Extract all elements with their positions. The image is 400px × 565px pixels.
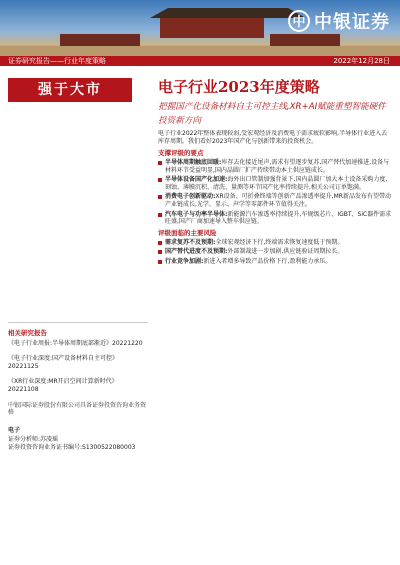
analyst-name: 证券分析师:苏凌瑶: [8, 436, 59, 444]
rating-badge: 强于大市: [8, 78, 132, 102]
bullet-item: [158, 211, 392, 226]
bullet-square-icon: [158, 195, 162, 199]
report-type: 证券研究报告——行业年度策略: [8, 57, 106, 65]
side-hall-right-graphic: [270, 34, 340, 46]
bullet-square-icon: [158, 178, 162, 182]
bullet-square-icon: [158, 213, 162, 217]
sidebar: [8, 330, 148, 452]
bullet-text: 海外出口管制加强背景下,国内晶圆厂加大本土设备采购力度,刻蚀、薄膜沉积、清洗、量测等环节国产化率持续提升,相关公司订单饱满。: [165, 176, 388, 191]
bullet-text: 新能源汽车渗透率持续提升,车规级芯片、IGBT、SiC器件需求旺盛,国产厂商加速导入整车供应链。: [165, 210, 392, 226]
risk-item: [158, 239, 392, 247]
risk-item: [158, 258, 392, 266]
analyst-certificate: 证券投资咨询业务证书编号:S1300522080003: [8, 443, 136, 451]
report-title: 电子行业2023年度策略: [158, 78, 320, 96]
cover-banner: [0, 0, 400, 56]
main-content: [158, 130, 392, 562]
brand-mark-icon: 中: [288, 10, 310, 32]
bullet-head: 半导体设备国产化加速:: [165, 176, 228, 184]
risk-text: 外部制裁进一步加剧,供应链验证周期拉长。: [227, 248, 344, 256]
risk-head: 行业竞争加剧:: [165, 257, 204, 265]
palace-roof-graphic: [150, 8, 306, 18]
bullet-text: XR设备、可折叠终端等创新产品渗透率提升,MR新品发布有望带动产业链成长,光学、显示、声学等零部件环节值得关注。: [165, 193, 391, 208]
courtyard-graphic: [0, 46, 400, 56]
report-subtitle: 把握国产化设备材料自主可控主线,XR+AI赋能重塑智能硬件投资新方向: [158, 102, 386, 126]
bullet-item: [158, 193, 392, 208]
risk-head: 国产替代进度不及预期:: [165, 248, 228, 256]
bullet-square-icon: [158, 241, 162, 245]
bullet-head: 半导体周期触底回暖:: [165, 159, 222, 166]
risk-head: 需求复苏不及预期:: [165, 238, 216, 246]
brand-name: 中银证券: [314, 12, 390, 33]
related-reports-heading: 相关研究报告: [8, 329, 47, 337]
palace-hall-graphic: [160, 18, 264, 38]
related-report-link[interactable]: 《电子行业周报:半导体周期底部渐近》20221220: [8, 339, 143, 347]
related-report-link[interactable]: 《XR行业深度:MR开启空间计算新时代》20221108: [8, 378, 118, 393]
intro-paragraph: 电子行业2022年整体表现较弱,受宏观经济及消费电子需求疲软影响,半导体行业进入去库存周期。我们看好2023年国产化与创新带来的投资机会。: [158, 130, 388, 145]
bullet-square-icon: [158, 161, 162, 165]
sidebar-divider: [8, 322, 148, 323]
bullet-head: 汽车电子与功率半导体:: [165, 210, 228, 218]
brand-logo: [288, 8, 390, 34]
report-date: 2022年12月28日: [333, 57, 390, 65]
section-heading: 支撑评级的要点: [158, 149, 204, 157]
side-hall-left-graphic: [60, 34, 140, 46]
bullet-head: 消费电子创新驱动:: [165, 193, 216, 201]
bullet-text: 库存去化接近尾声,需求有望逐步复苏,国产替代加速推进,设备与材料环节受益明显,国内晶圆厂扩产持续带动本土供应链成长。: [165, 159, 390, 174]
report-info-bar: [0, 56, 400, 66]
bullet-square-icon: [158, 260, 162, 264]
risk-item: [158, 248, 392, 256]
risk-heading: 评级面临的主要风险: [158, 228, 217, 237]
sector-label: 电子: [8, 426, 21, 434]
risk-text: 全球宏观经济下行,终端需求恢复速度低于预期。: [215, 238, 344, 246]
related-report-link[interactable]: 《电子行业深度:国产设备材料自主可控》20221125: [8, 355, 119, 370]
bullet-item: [158, 159, 392, 174]
risk-text: 新进入者增多导致产品价格下行,盈利能力承压。: [203, 257, 332, 265]
bullet-square-icon: [158, 250, 162, 254]
firm-qualification: 中银国际证券股份有限公司具备证券投资咨询业务资格: [8, 401, 147, 417]
bullet-item: [158, 176, 392, 191]
